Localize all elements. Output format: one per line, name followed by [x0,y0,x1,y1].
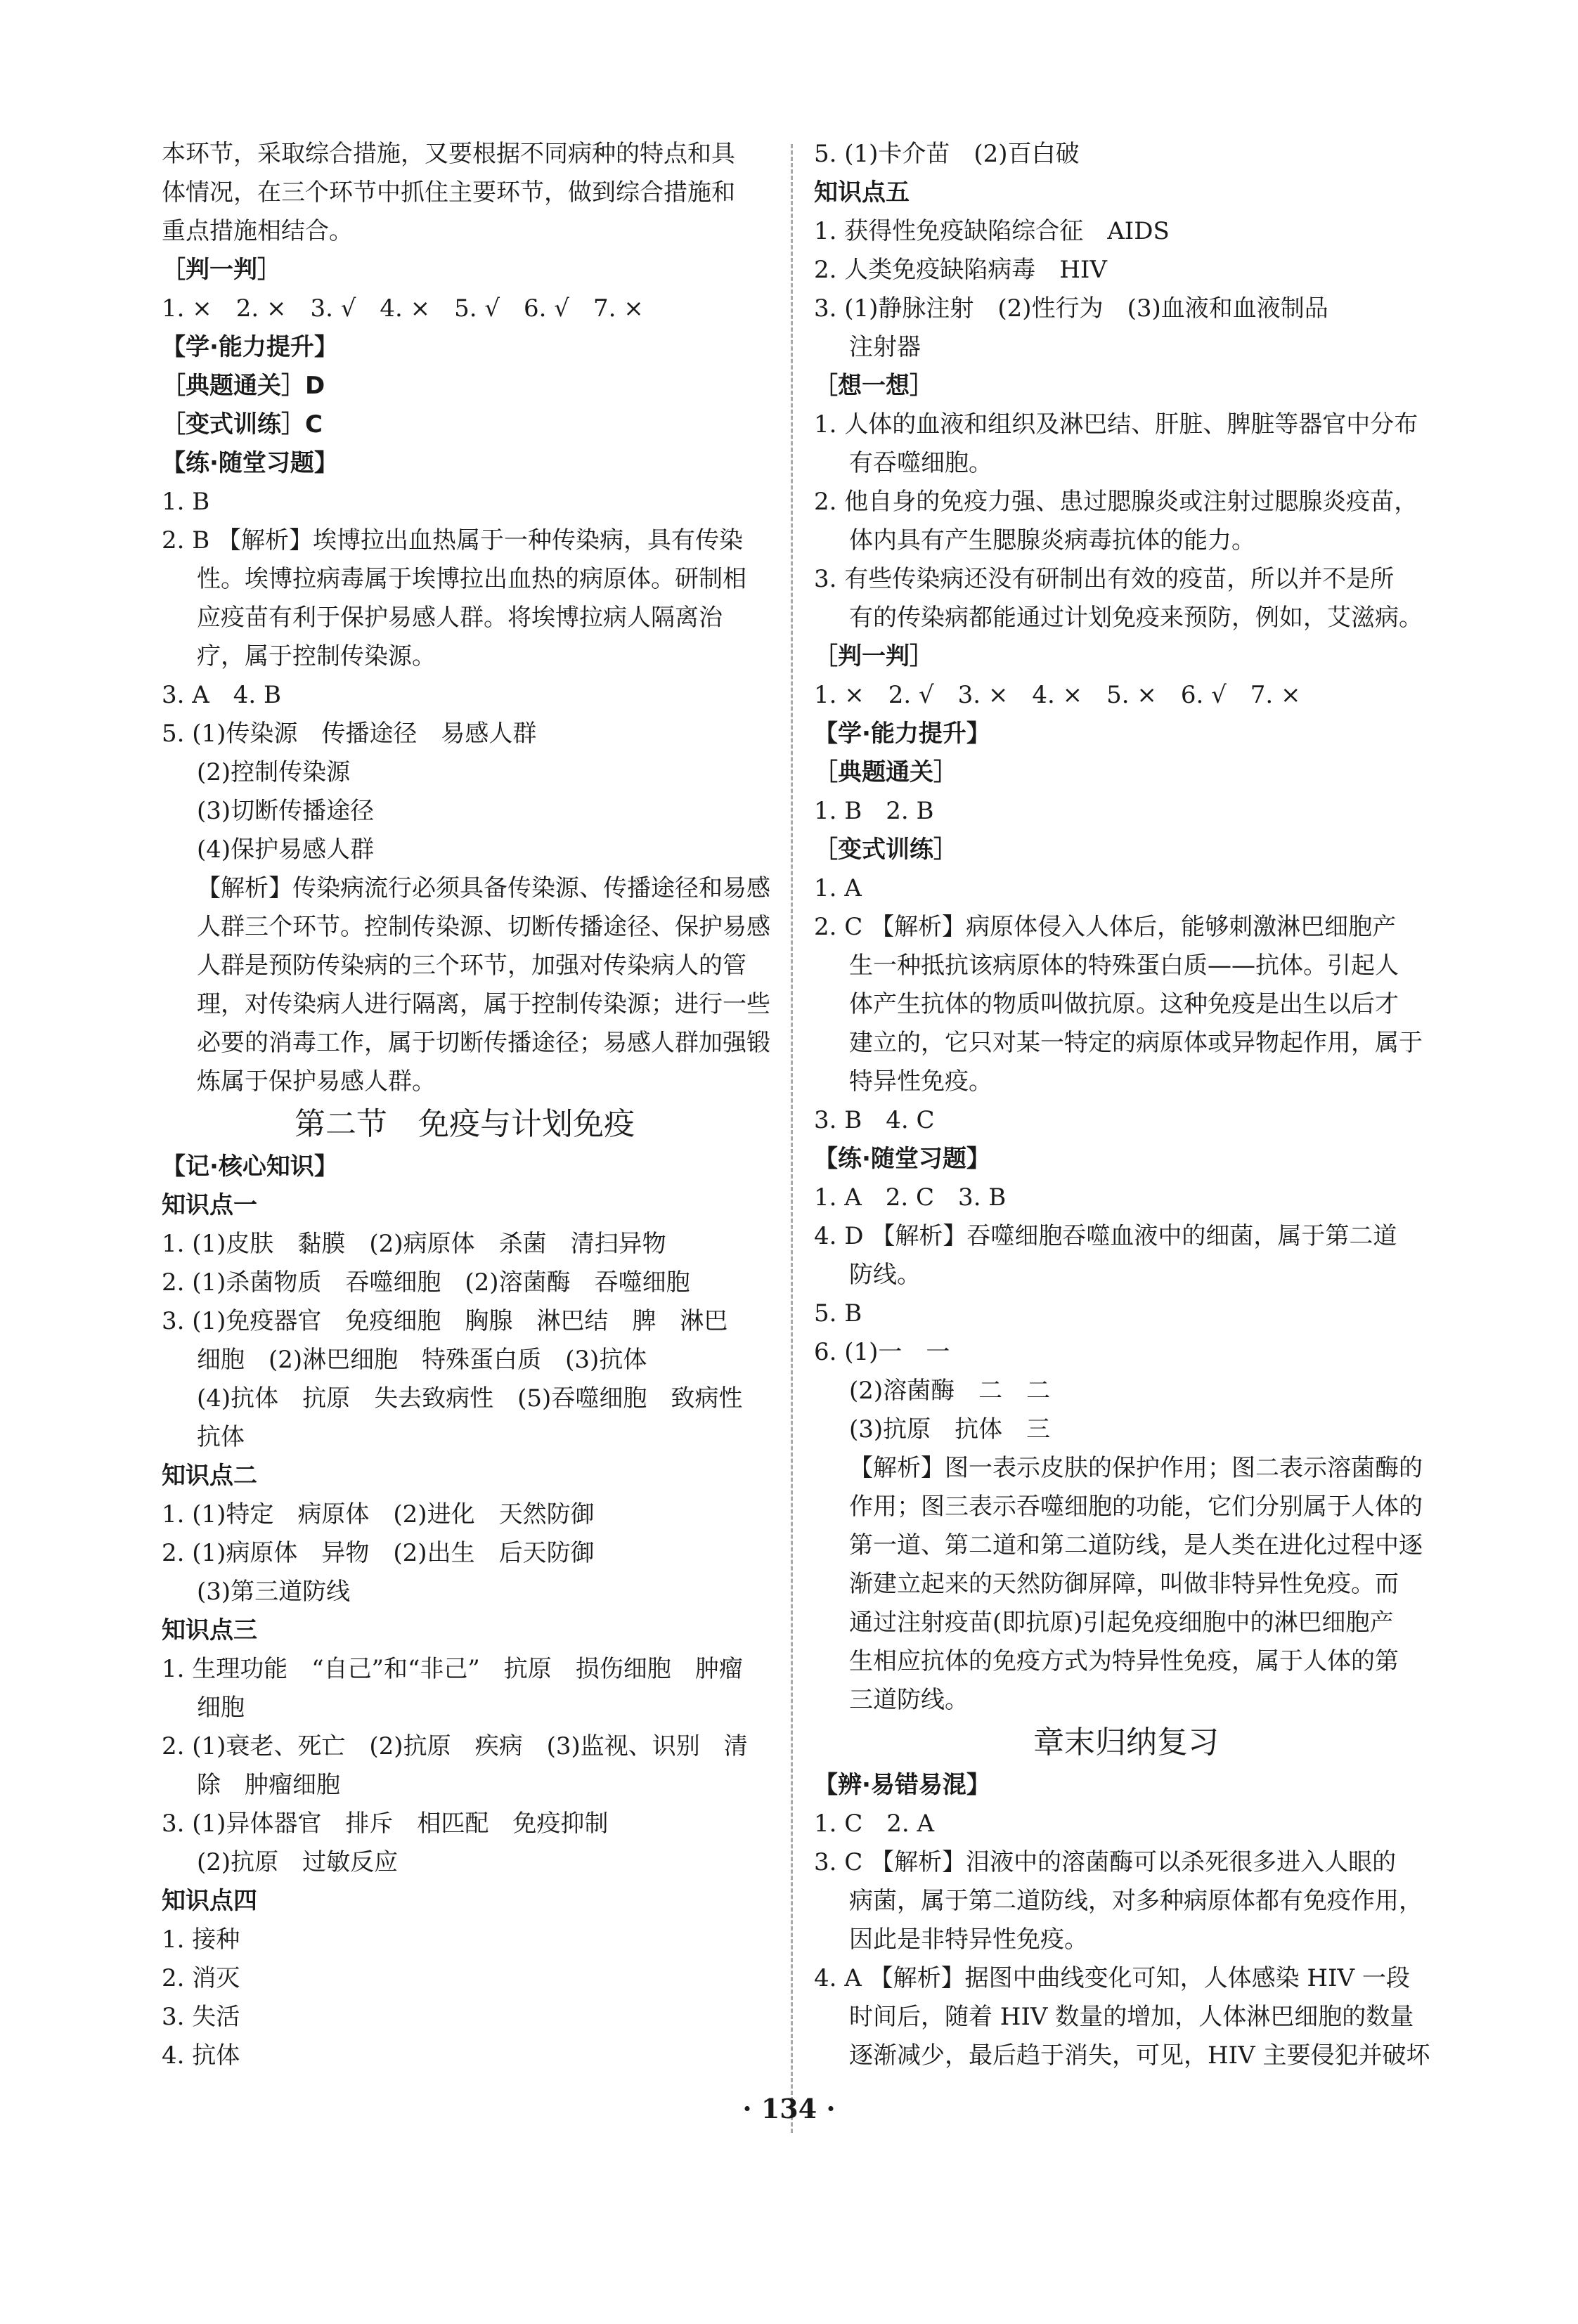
heading-line: 【学·能力提升】 [814,720,990,748]
text-line: 【解析】图一表示皮肤的保护作用；图二表示溶菌酶的 [849,1454,1423,1482]
text-line: 3. (1)静脉注射 (2)性行为 (3)血液和血液制品 [814,294,1328,323]
section-title: 章末归纳复习 [1033,1725,1219,1760]
text-line: (3)第三道防线 [197,1578,351,1606]
text-line: 通过注射疫苗(即抗原)引起免疫细胞中的淋巴细胞产 [849,1609,1394,1637]
text-line: 4. A 【解析】据图中曲线变化可知，人体感染 HIV 一段 [814,1964,1410,1992]
text-line: (2)控制传染源 [197,758,351,786]
text-line: 5. (1)卡介苗 (2)百白破 [814,140,1080,168]
text-line: 2. 人类免疫缺陷病毒 HIV [814,256,1107,284]
text-line: 1. (1)特定 病原体 (2)进化 天然防御 [162,1500,595,1528]
text-line: 3. 有些传染病还没有研制出有效的疫苗，所以并不是所 [814,565,1395,593]
text-line: (2)抗原 过敏反应 [197,1848,399,1876]
text-line: (3)切断传播途径 [197,797,375,825]
text-line: 抗体 [197,1423,245,1451]
text-line: 特异性免疫。 [849,1067,992,1096]
text-line: 2. (1)衰老、死亡 (2)抗原 疾病 (3)监视、识别 清 [162,1732,748,1760]
heading-line: ［变式训练］ [814,836,957,864]
text-line: 1. 人体的血液和组织及淋巴结、肝脏、脾脏等器官中分布 [814,410,1418,439]
text-line: 渐建立起来的天然防御屏障，叫做非特异性免疫。而 [849,1570,1399,1598]
text-line: 1. 生理功能 “自己”和“非己” 抗原 损伤细胞 肿瘤 [162,1655,743,1683]
column-divider [791,144,793,2133]
heading-line: 【学·能力提升】 [162,333,338,361]
text-line: 时间后，随着 HIV 数量的增加，人体淋巴细胞的数量 [849,2003,1414,2031]
text-line: 疗，属于控制传染源。 [197,642,436,670]
heading-line: 【记·核心知识】 [162,1153,338,1181]
text-line: 1. C 2. A [814,1810,935,1838]
text-line: 5. B [814,1299,862,1327]
text-line: 体产生抗体的物质叫做抗原。这种免疫是出生以后才 [849,990,1399,1018]
text-line: 4. D 【解析】吞噬细胞吞噬血液中的细菌，属于第二道 [814,1222,1397,1250]
text-line: 4. 抗体 [162,2041,240,2070]
heading-line: 【练·随堂习题】 [162,449,338,477]
text-line: 3. (1)异体器官 排斥 相匹配 免疫抑制 [162,1810,609,1838]
heading-line: 【练·随堂习题】 [814,1145,990,1173]
text-line: 3. (1)免疫器官 免疫细胞 胸腺 淋巴结 脾 淋巴 [162,1307,728,1335]
heading-line: 知识点三 [162,1616,257,1644]
text-line: 3. 失活 [162,2003,240,2031]
text-line: 1. 接种 [162,1926,240,1954]
text-line: 3. B 4. C [814,1106,935,1134]
text-line: (3)抗原 抗体 三 [849,1415,1051,1443]
text-line: 2. B 【解析】埃博拉出血热属于一种传染病，具有传染 [162,526,744,554]
heading-line: ［判一判］ [162,256,281,284]
text-line: 人群三个环节。控制传染源、切断传播途径、保护易感 [197,913,770,941]
heading-line: ［想一想］ [814,372,933,400]
text-line: 建立的，它只对某一特定的病原体或异物起作用，属于 [849,1029,1423,1057]
text-line: 3. A 4. B [162,681,282,709]
text-line: 有的传染病都能通过计划免疫来预防，例如，艾滋病。 [849,604,1423,632]
text-line: 第一道、第二道和第二道防线，是人类在进化过程中逐 [849,1531,1423,1559]
text-line: 5. (1)传染源 传播途径 易感人群 [162,720,537,748]
section-title: 第二节 免疫与计划免疫 [295,1106,635,1142]
heading-line: 知识点一 [162,1191,257,1219]
text-line: 体内具有产生腮腺炎病毒抗体的能力。 [849,526,1255,554]
text-line: 1. 获得性免疫缺陷综合征 AIDS [814,217,1170,245]
text-line: 6. (1)一 一 [814,1338,950,1366]
text-line: 2. 他自身的免疫力强、患过腮腺炎或注射过腮腺炎疫苗， [814,488,1418,516]
text-line: 细胞 (2)淋巴细胞 特殊蛋白质 (3)抗体 [197,1346,647,1374]
text-line: 细胞 [197,1694,245,1722]
text-line: 1. × 2. × 3. √ 4. × 5. √ 6. √ 7. × [162,294,644,323]
text-line: 有吞噬细胞。 [849,449,992,477]
text-line: 生相应抗体的免疫方式为特异性免疫，属于人体的第 [849,1647,1399,1675]
right-column [814,135,1438,2075]
text-line: 1. B 2. B [814,797,934,825]
heading-line: 知识点五 [814,178,910,207]
heading-line: ［变式训练］C [162,410,323,439]
left-column [162,135,768,2075]
text-line: 1. A 2. C 3. B [814,1183,1007,1212]
text-line: 2. C 【解析】病原体侵入人体后，能够刺激淋巴细胞产 [814,913,1397,941]
text-line: 理，对传染病人进行隔离，属于控制传染源；进行一些 [197,990,770,1018]
text-line: 病菌，属于第二道防线，对多种病原体都有免疫作用， [849,1887,1423,1915]
text-line: 重点措施相结合。 [162,217,353,245]
text-line: 1. A [814,874,862,902]
text-line: (4)保护易感人群 [197,836,375,864]
text-line: (4)抗体 抗原 失去致病性 (5)吞噬细胞 致病性 [197,1384,743,1413]
text-line: 注射器 [849,333,921,361]
text-line: 作用；图三表示吞噬细胞的功能，它们分别属于人体的 [849,1493,1423,1521]
text-line: 性。埃博拉病毒属于埃博拉出血热的病原体。研制相 [197,565,746,593]
text-line: 本环节，采取综合措施，又要根据不同病种的特点和具 [162,140,735,168]
text-line: 炼属于保护易感人群。 [197,1067,436,1096]
text-line: 2. (1)杀菌物质 吞噬细胞 (2)溶菌酶 吞噬细胞 [162,1268,690,1297]
text-line: 人群是预防传染病的三个环节，加强对传染病人的管 [197,952,746,980]
text-line: 除 肿瘤细胞 [197,1771,340,1799]
heading-line: 知识点四 [162,1887,257,1915]
text-line: 【解析】传染病流行必须具备传染源、传播途径和易感 [197,874,770,902]
text-line: 3. C 【解析】泪液中的溶菌酶可以杀死很多进入人眼的 [814,1848,1397,1876]
text-line: 逐渐减少，最后趋于消失，可见，HIV 主要侵犯并破坏 [849,2041,1430,2070]
text-line: 1. × 2. √ 3. × 4. × 5. × 6. √ 7. × [814,681,1301,709]
text-line: 防线。 [849,1261,921,1289]
heading-line: 【辨·易错易混】 [814,1771,990,1799]
heading-line: 知识点二 [162,1462,257,1490]
text-line: 因此是非特异性免疫。 [849,1926,1088,1954]
text-line: (2)溶菌酶 二 二 [849,1377,1051,1405]
text-line: 必要的消毒工作，属于切断传播途径；易感人群加强锻 [197,1029,770,1057]
text-line: 应疫苗有利于保护易感人群。将埃博拉病人隔离治 [197,604,723,632]
heading-line: ［典题通关］D [162,372,325,400]
text-line: 1. (1)皮肤 黏膜 (2)病原体 杀菌 清扫异物 [162,1230,666,1258]
text-line: 三道防线。 [849,1686,969,1714]
text-line: 生一种抵抗该病原体的特殊蛋白质——抗体。引起人 [849,952,1399,980]
text-line: 体情况，在三个环节中抓住主要环节，做到综合措施和 [162,178,735,207]
text-line: 2. (1)病原体 异物 (2)出生 后天防御 [162,1539,595,1567]
heading-line: ［典题通关］ [814,758,957,786]
text-line: 2. 消灭 [162,1964,240,1992]
page-number: · 134 · [742,2093,836,2124]
text-line: 1. B [162,488,210,516]
heading-line: ［判一判］ [814,642,933,670]
